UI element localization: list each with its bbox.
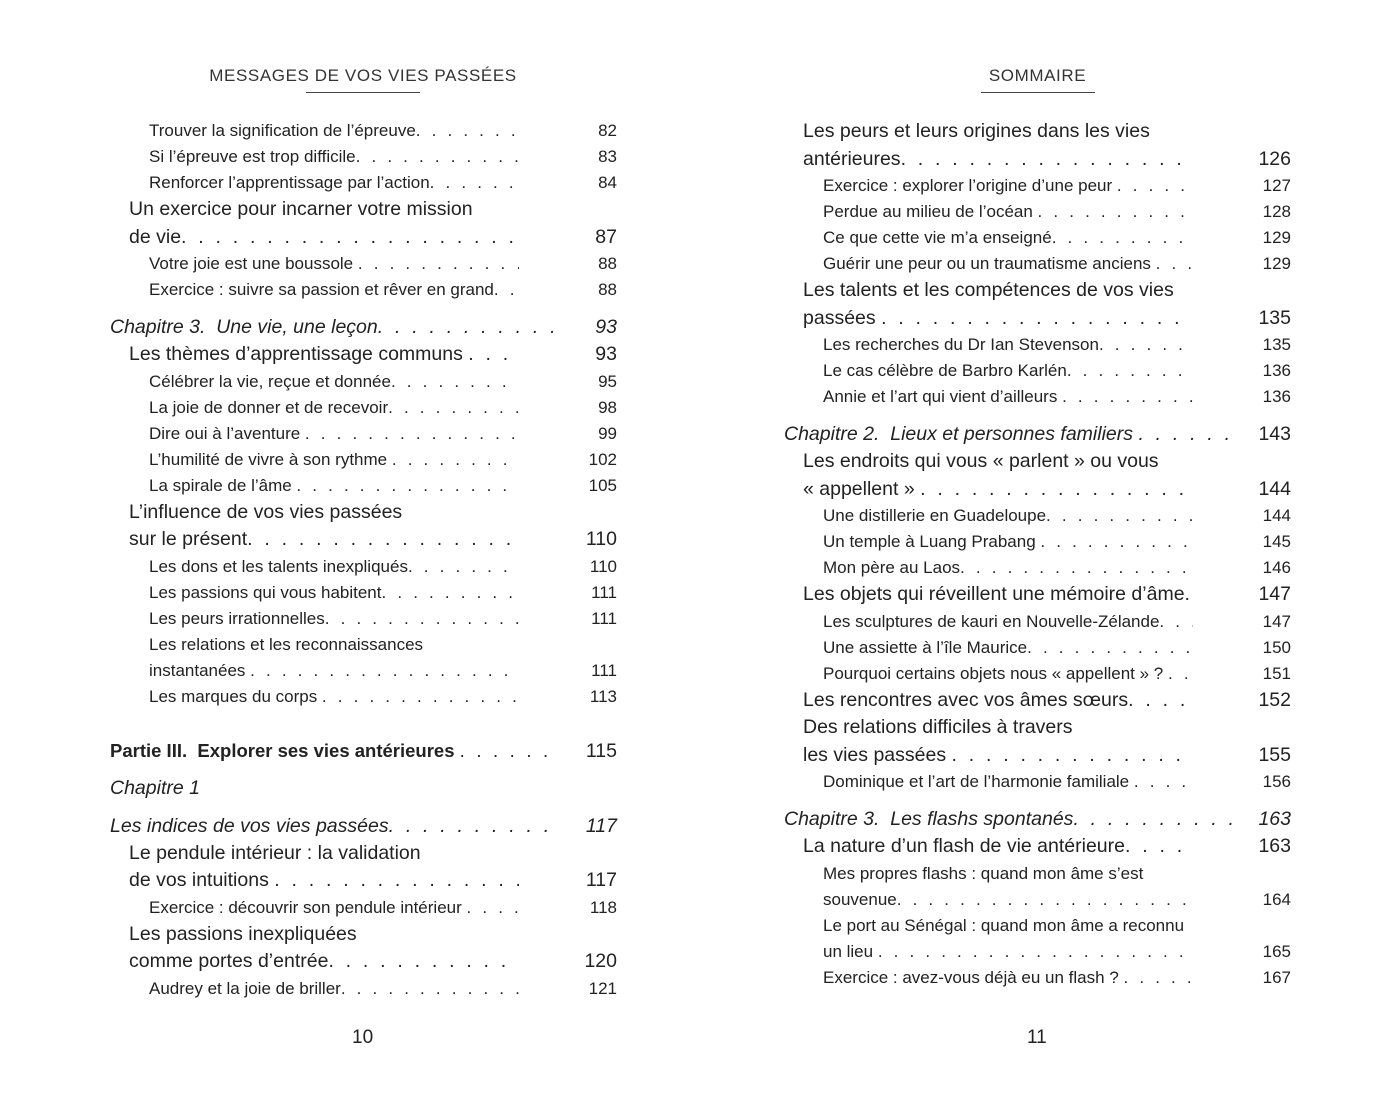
toc-entry-sub (784, 503, 1291, 529)
entry-page-number: 98 (598, 397, 617, 417)
entry-title: Le port au Sénégal : quand mon âme a reconnu (823, 915, 1185, 935)
dot-leader (1046, 503, 1193, 529)
entry-page-number: 135 (1258, 306, 1291, 329)
toc-entry-sub (784, 358, 1291, 384)
entry-title: antérieures (803, 147, 901, 170)
toc-entry-section (110, 840, 617, 895)
toc-entry-section (110, 341, 617, 369)
dot-leader (1124, 965, 1194, 991)
entry-title: Les marques du corps (149, 686, 322, 706)
toc-entry-sub (110, 277, 617, 303)
toc-entry-chapter (784, 420, 1291, 448)
toc-entry-sub (784, 861, 1291, 913)
dot-leader (341, 976, 519, 1002)
entry-title: Les peurs irrationnelles (149, 608, 325, 628)
dot-leader (181, 224, 519, 252)
entry-page-number: 136 (1262, 361, 1291, 380)
entry-page-number: 105 (588, 475, 617, 495)
entry-title: Chapitre 3. Une vie, une leçon (110, 316, 378, 338)
dot-leader (322, 684, 519, 710)
entry-page-number: 126 (1258, 147, 1291, 170)
toc-list (784, 118, 1291, 991)
page-number: 10 (352, 1027, 374, 1048)
dot-leader (1168, 661, 1193, 687)
entry-title: de vos intuitions (129, 869, 275, 891)
toc-entry-chapter (110, 774, 617, 802)
toc-entry-sub (110, 554, 617, 580)
entry-title: Les endroits qui vous « parlent » ou vous (803, 450, 1159, 472)
entry-title: comme portes d’entrée (129, 950, 329, 972)
dot-leader (430, 170, 519, 196)
entry-title: les vies passées (803, 743, 952, 766)
dot-leader (1073, 805, 1232, 833)
toc-entry-sub (784, 913, 1291, 965)
running-head-rule (306, 92, 420, 93)
entry-title: « appellent » (803, 477, 921, 500)
toc-entry-sub (110, 580, 617, 606)
entry-title: Exercice : découvrir son pendule intérieur (149, 897, 467, 917)
entry-page-number: 88 (598, 280, 617, 299)
dot-leader (378, 313, 558, 341)
toc-entry-sub (110, 251, 617, 277)
toc-entry-sub (784, 529, 1291, 555)
toc-entry-sub (784, 251, 1291, 277)
entry-title: Les objets qui réveillent une mémoire d’âme (803, 583, 1185, 605)
dot-leader (250, 658, 519, 684)
entry-page-number: 87 (595, 225, 617, 248)
dot-leader (1038, 199, 1193, 225)
entry-title: un lieu (823, 941, 878, 961)
entry-page-number: 95 (598, 371, 617, 391)
entry-title: souvenue (823, 889, 897, 909)
dot-leader (468, 341, 519, 369)
toc-list (110, 118, 617, 1002)
toc-entry-section (110, 196, 617, 251)
toc-entry-section (784, 833, 1291, 861)
dot-leader (467, 895, 520, 921)
entry-title: Mon père au Laos (823, 558, 961, 577)
entry-title: Chapitre 3. Les flashs spontanés (784, 808, 1074, 830)
right-page (700, 0, 1400, 1115)
entry-title: Exercice : explorer l’origine d’une peur (823, 176, 1117, 195)
toc-entry-sub (110, 421, 617, 447)
entry-page-number: 115 (585, 739, 617, 762)
entry-title: Une assiette à l’île Maurice (823, 637, 1028, 657)
toc-entry-sub (110, 632, 617, 684)
dot-leader (356, 144, 519, 170)
dot-leader (325, 606, 519, 632)
entry-title: Annie et l’art qui vient d’ailleurs (823, 387, 1063, 406)
entry-title: Dominique et l’art de l’harmonie familiale (823, 772, 1134, 791)
entry-title: La nature d’un flash de vie antérieure (803, 835, 1125, 857)
toc-entry-sub (784, 225, 1291, 251)
entry-title: Mes propres flashs : quand mon âme s’est (823, 863, 1144, 883)
entry-page-number: 129 (1262, 254, 1291, 273)
entry-title: Renforcer l’apprentissage par l’action (149, 173, 430, 192)
toc-entry-sub (110, 606, 617, 632)
entry-title: Les passions qui vous habitent (149, 582, 382, 602)
entry-title: Partie III. Explorer ses vies antérieures (110, 739, 460, 761)
entry-page-number: 156 (1262, 772, 1291, 791)
entry-title: Célébrer la vie, reçue et donnée (149, 371, 391, 391)
entry-title: Les recherches du Dr Ian Stevenson (823, 335, 1099, 354)
entry-title: Les sculptures de kauri en Nouvelle-Zélande (823, 611, 1160, 631)
entry-page-number: 117 (585, 869, 617, 891)
running-head (930, 66, 1145, 93)
running-head (205, 66, 521, 93)
toc-entry-sub (110, 976, 617, 1002)
entry-page-number: 163 (1258, 808, 1291, 830)
dot-leader (1125, 833, 1193, 861)
entry-page-number: 136 (1262, 387, 1291, 406)
dot-leader (920, 476, 1193, 504)
entry-title: Si l’épreuve est trop difficile (149, 147, 356, 166)
dot-leader (328, 948, 519, 976)
entry-page-number: 113 (589, 686, 617, 706)
entry-page-number: 88 (598, 254, 617, 273)
dot-leader (1062, 384, 1193, 410)
entry-title: Le pendule intérieur : la validation (129, 841, 421, 864)
toc-entry-section (784, 277, 1291, 332)
dot-leader (1159, 609, 1193, 635)
entry-title: Les dons et les talents inexpliqués (149, 556, 408, 576)
toc-entry-chapter (784, 805, 1291, 833)
dot-leader (878, 939, 1193, 965)
entry-page-number: 121 (588, 978, 617, 998)
entry-page-number: 84 (598, 173, 617, 192)
running-head-text: SOMMAIRE (988, 66, 1087, 85)
entry-title: Ce que cette vie m’a enseigné (823, 228, 1052, 247)
toc-entry-sub (784, 965, 1291, 991)
entry-title: Les passions inexpliquées (129, 922, 357, 945)
entry-page-number: 151 (1262, 663, 1291, 683)
dot-leader (358, 251, 519, 277)
toc-entry-sub (784, 332, 1291, 358)
running-head-rule (981, 92, 1095, 93)
entry-page-number: 167 (1262, 967, 1291, 987)
dot-leader (388, 395, 519, 421)
entry-page-number: 165 (1262, 941, 1291, 961)
entry-title: L’influence de vos vies passées (129, 500, 403, 523)
dot-leader (392, 447, 519, 473)
toc-entry-sub (784, 635, 1291, 661)
entry-page-number: 110 (589, 556, 617, 576)
entry-title: Des relations difficiles à travers (803, 716, 1073, 738)
dot-leader (1134, 769, 1193, 795)
entry-title: Pourquoi certains objets nous « appellent » ? (823, 663, 1168, 683)
dot-leader (1052, 225, 1193, 251)
toc-entry-sub (784, 609, 1291, 635)
entry-page-number: 155 (1258, 743, 1291, 766)
entry-title: L’humilité de vivre à son rythme (149, 449, 392, 469)
entry-title: sur le présent (129, 528, 248, 550)
dot-leader (416, 118, 519, 144)
entry-title: Les thèmes d’apprentissage communs (129, 343, 469, 365)
toc-entry-sub (110, 895, 617, 921)
entry-page-number: 111 (591, 660, 617, 680)
entry-page-number: 163 (1258, 835, 1291, 857)
entry-page-number: 110 (585, 528, 617, 550)
dot-leader (389, 812, 558, 840)
toc-entry-sub (784, 661, 1291, 687)
toc-entry-sub (110, 447, 617, 473)
entry-page-number: 135 (1262, 335, 1291, 354)
entry-title: Les indices de vos vies passées (110, 814, 389, 837)
running-head-text: MESSAGES DE VOS VIES PASSÉES (209, 66, 517, 85)
entry-page-number: 120 (584, 950, 617, 972)
entry-page-number: 102 (588, 449, 617, 469)
entry-page-number: 111 (591, 608, 617, 628)
toc-entry-sub (110, 395, 617, 421)
entry-page-number: 145 (1262, 532, 1291, 551)
entry-title: Exercice : suivre sa passion et rêver en grand (149, 280, 494, 299)
dot-leader (247, 526, 519, 554)
entry-page-number: 147 (1262, 611, 1291, 631)
entry-title: La spirale de l’âme (149, 475, 297, 495)
entry-page-number: 83 (598, 147, 617, 166)
dot-leader (1185, 581, 1193, 609)
entry-title: Les relations et les reconnaissances (149, 634, 424, 654)
dot-leader (1067, 358, 1193, 384)
entry-page-number: 129 (1262, 228, 1291, 247)
toc-entry-sub (784, 769, 1291, 795)
entry-page-number: 144 (1262, 506, 1291, 525)
toc-entry-section (784, 581, 1291, 609)
dot-leader (897, 887, 1193, 913)
entry-title: Les talents et les compétences de vos vies (803, 279, 1174, 301)
entry-title: Guérir une peur ou un traumatisme anciens (823, 254, 1156, 273)
toc-entry-section (110, 499, 617, 554)
toc-entry-sub (110, 369, 617, 395)
entry-page-number: 147 (1258, 583, 1291, 605)
entry-title: Les rencontres avec vos âmes sœurs (803, 688, 1129, 711)
toc-entry-section (784, 714, 1291, 769)
dot-leader (274, 867, 519, 895)
entry-title: Exercice : avez-vous déjà eu un flash ? (823, 967, 1124, 987)
toc-entry-sub (110, 170, 617, 196)
entry-title: Votre joie est une boussole (149, 254, 358, 273)
dot-leader (296, 473, 519, 499)
entry-title: Une distillerie en Guadeloupe (823, 506, 1047, 525)
entry-title: Le cas célèbre de Barbro Karlén (823, 361, 1067, 380)
entry-title: passées (803, 306, 882, 329)
dot-leader (881, 305, 1193, 333)
entry-title: Les peurs et leurs origines dans les vies (803, 120, 1150, 142)
entry-page-number: 93 (595, 343, 617, 365)
entry-page-number: 128 (1262, 202, 1291, 221)
toc-entry-sub (110, 118, 617, 144)
page-number: 11 (1027, 1027, 1047, 1048)
entry-title: Chapitre 1 (110, 776, 200, 799)
toc-entry-sub (110, 684, 617, 710)
dot-leader (460, 737, 560, 765)
dot-leader (1128, 687, 1193, 715)
dot-leader (1117, 173, 1193, 199)
toc-entry-part (110, 737, 617, 765)
entry-title: La joie de donner et de recevoir (149, 397, 389, 417)
entry-title: Un temple à Luang Prabang (823, 532, 1041, 551)
entry-page-number: 164 (1262, 889, 1291, 909)
entry-page-number: 143 (1258, 423, 1291, 445)
entry-page-number: 118 (589, 897, 617, 917)
entry-title: Audrey et la joie de briller (149, 978, 341, 998)
entry-page-number: 117 (585, 814, 617, 837)
toc-entry-sub (110, 473, 617, 499)
toc-entry-section (784, 687, 1291, 715)
entry-page-number: 127 (1262, 176, 1291, 195)
dot-leader (382, 580, 520, 606)
entry-page-number: 93 (595, 316, 617, 338)
dot-leader (1099, 332, 1193, 358)
toc-entry-sub (110, 144, 617, 170)
entry-page-number: 150 (1262, 637, 1291, 657)
toc-entry-sub (784, 555, 1291, 581)
dot-leader (1156, 251, 1193, 277)
toc-entry-chapter (110, 313, 617, 341)
entry-title: de vie (129, 225, 182, 248)
dot-leader (391, 369, 519, 395)
entry-title: Un exercice pour incarner votre mission (129, 198, 473, 220)
entry-title: Chapitre 2. Lieux et personnes familiers (784, 423, 1139, 445)
entry-page-number: 152 (1258, 688, 1291, 711)
entry-title: Trouver la signification de l’épreuve (149, 121, 416, 140)
dot-leader (960, 555, 1193, 581)
dot-leader (901, 146, 1193, 174)
entry-page-number: 111 (591, 582, 617, 602)
dot-leader (408, 554, 519, 580)
entry-title: Perdue au milieu de l’océan (823, 202, 1038, 221)
entry-page-number: 146 (1262, 558, 1291, 577)
dot-leader (494, 277, 519, 303)
entry-page-number: 99 (598, 423, 617, 443)
entry-page-number: 82 (598, 121, 617, 140)
entry-page-number: 144 (1258, 477, 1291, 500)
dot-leader (1027, 635, 1193, 661)
dot-leader (1040, 529, 1193, 555)
toc-entry-section (784, 448, 1291, 503)
entry-title: Dire oui à l’aventure (149, 423, 305, 443)
toc-entry-section (784, 118, 1291, 173)
toc-entry-section (110, 921, 617, 976)
dot-leader (305, 421, 519, 447)
toc-entry-chapter (110, 812, 617, 840)
dot-leader (1138, 420, 1232, 448)
toc-entry-sub (784, 199, 1291, 225)
toc-entry-sub (784, 173, 1291, 199)
toc-entry-sub (784, 384, 1291, 410)
entry-title: instantanées (149, 660, 251, 680)
dot-leader (952, 742, 1194, 770)
